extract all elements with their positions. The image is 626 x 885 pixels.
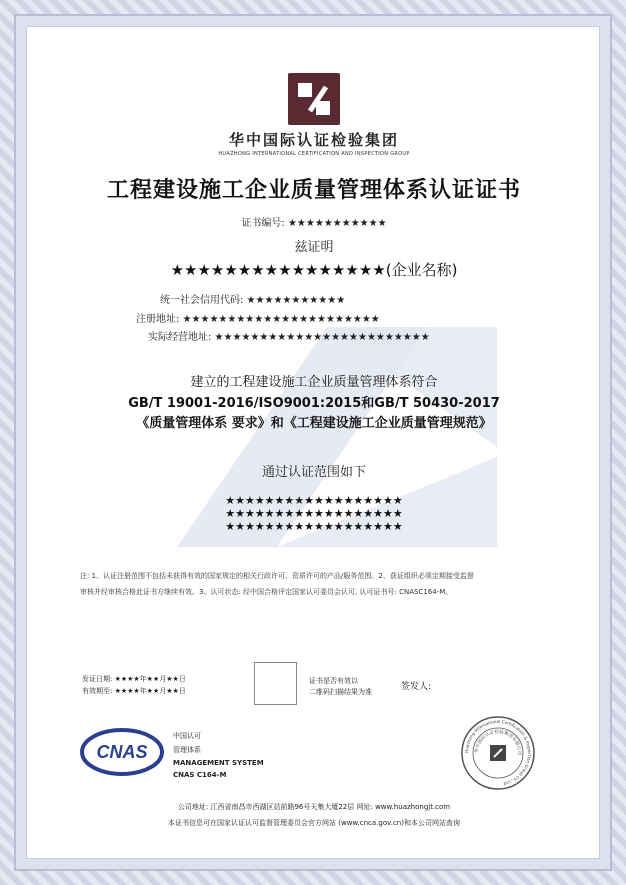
svg-text:华中国际认证检验集团有限公司: 华中国际认证检验集团有限公司	[474, 729, 522, 756]
qr-note-line-1: 证书是否有效以	[309, 677, 358, 685]
brand-name-en: HUAZHONG INTERNATIONAL CERTIFICATION AND INSPECTION GROUP	[218, 151, 410, 157]
hereby-text: 兹证明	[294, 240, 334, 255]
brand-name-cn: 华中国际认证检验集团	[228, 131, 399, 149]
issue-date: 发证日期: ★★★★年★★月★★日	[82, 675, 186, 683]
qr-note-line-2: 二维码扫描结果为准	[309, 688, 372, 696]
signer-label: 签发人:	[401, 682, 432, 692]
registered-address: 注册地址: ★★★★★★★★★★★★★★★★★★★★★★	[136, 314, 380, 325]
statement-standard-names: 《质量管理体系 要求》和《工程建设施工企业质量管理规范》	[136, 416, 492, 431]
note-line-2: 审核并经审核合格此证书方继续有效。3、认可状态: 经中国合格评定国家认可委员会认可, 认可证书号: CNASC164-M。	[80, 588, 453, 596]
certificate-title: 工程建设施工企业质量管理体系认证证书	[106, 178, 521, 203]
logo-mark-icon	[288, 73, 340, 125]
note-line-1: 注: 1、认证注册范围不包括未获得有效的国家规定的相关行政许可、资质许可的产品/服务范围。2、获证组织必须定期接受监督	[80, 572, 474, 580]
company-name: ★★★★★★★★★★★★★★★★(企业名称)	[170, 261, 458, 279]
cnas-line-2: 管理体系	[173, 746, 201, 754]
scope-line-3: ★★★★★★★★★★★★★★★★★★	[225, 520, 403, 533]
svg-text:Huazhong International Certifi: Huazhong International Certification & Inspection Group Co., Ltd	[463, 718, 533, 787]
certificate-paper	[26, 26, 600, 859]
certificate-number: 证书编号: ★★★★★★★★★★★	[241, 218, 387, 229]
brand-logo	[288, 73, 340, 125]
cnas-line-3: MANAGEMENT SYSTEM	[173, 759, 264, 767]
valid-until-date: 有效期至: ★★★★年★★月★★日	[82, 687, 186, 695]
scope-title: 通过认证范围如下	[261, 465, 366, 480]
cnas-logo-text: CNAS	[96, 742, 148, 762]
credit-code: 统一社会信用代码: ★★★★★★★★★★★	[160, 295, 346, 306]
cnas-logo	[79, 727, 165, 777]
cnas-line-4: CNAS C164-M	[173, 771, 227, 779]
scope-line-2: ★★★★★★★★★★★★★★★★★★	[225, 507, 403, 520]
qr-code-placeholder	[254, 662, 297, 705]
scope-line-1: ★★★★★★★★★★★★★★★★★★	[225, 494, 403, 507]
footer-verification: 本证书信息可在国家认证认可监督管理委员会官方网站 (www.cnca.gov.cn)和本公司网站查询	[168, 819, 460, 827]
business-address: 实际经营地址: ★★★★★★★★★★★★★★★★★★★★★★★★	[148, 332, 430, 343]
statement-standards: GB/T 19001-2016/ISO9001:2015和GB/T 50430-2017	[128, 396, 500, 411]
cnas-line-1: 中国认可	[173, 732, 201, 740]
footer-address: 公司地址: 江西省南昌市西湖区站前路96号天集大厦22层 网址: www.huazhongjt.com	[177, 803, 451, 811]
statement-line-1: 建立的工程建设施工企业质量管理体系符合	[190, 375, 438, 390]
company-seal	[460, 715, 536, 791]
certificate-notes	[80, 568, 550, 600]
